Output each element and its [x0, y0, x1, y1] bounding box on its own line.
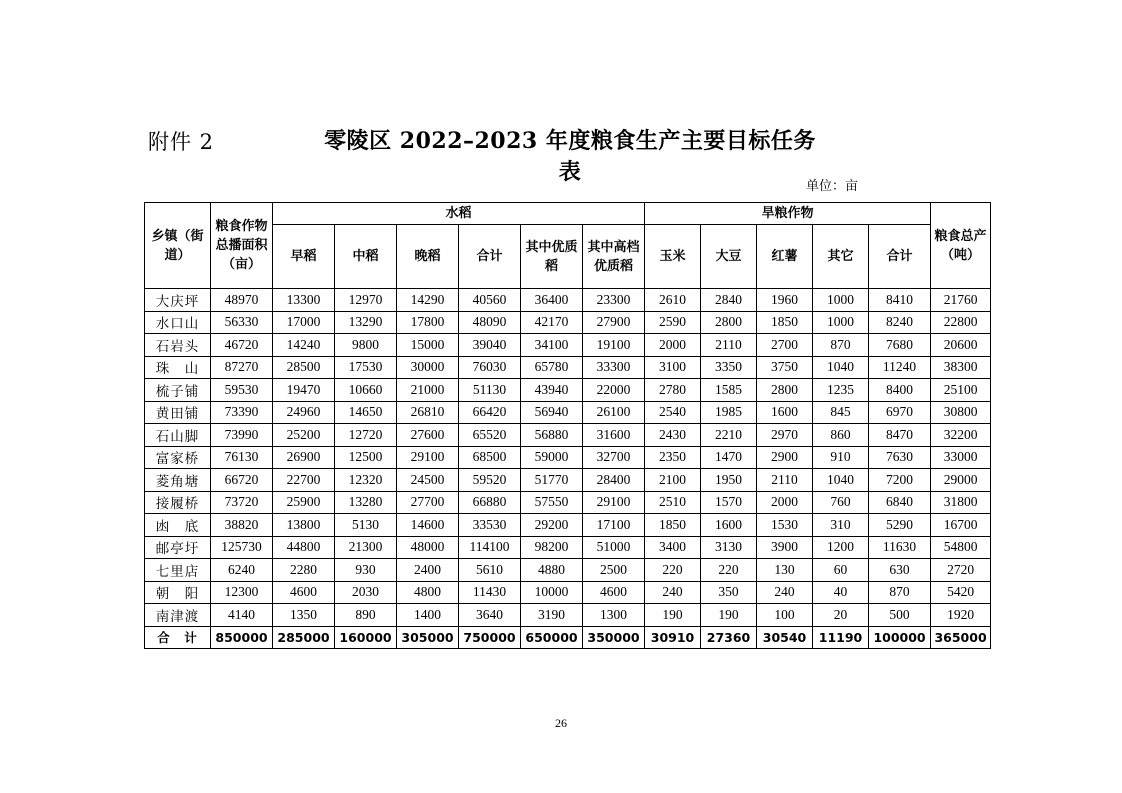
value-cell: 5420 [931, 581, 991, 604]
town-cell: 凼 底 [145, 514, 211, 537]
value-cell: 11630 [869, 536, 931, 559]
total-row [145, 626, 991, 649]
header-dry-col: 其它 [813, 225, 869, 289]
value-cell: 930 [335, 559, 397, 582]
town-cell: 朝 阳 [145, 581, 211, 604]
value-cell: 114100 [459, 536, 521, 559]
value-cell: 1585 [701, 379, 757, 402]
value-cell: 14600 [397, 514, 459, 537]
value-cell: 24500 [397, 469, 459, 492]
value-cell: 1920 [931, 604, 991, 627]
value-cell: 1400 [397, 604, 459, 627]
value-cell: 5610 [459, 559, 521, 582]
town-cell: 石山脚 [145, 424, 211, 447]
value-cell: 17100 [583, 514, 645, 537]
value-cell: 5290 [869, 514, 931, 537]
value-cell: 13280 [335, 491, 397, 514]
value-cell: 65780 [521, 356, 583, 379]
value-cell: 38300 [931, 356, 991, 379]
value-cell: 860 [813, 424, 869, 447]
value-cell: 4600 [273, 581, 335, 604]
value-cell: 48000 [397, 536, 459, 559]
value-cell: 32200 [931, 424, 991, 447]
value-cell: 4600 [583, 581, 645, 604]
value-cell: 3350 [701, 356, 757, 379]
value-cell: 39040 [459, 334, 521, 357]
value-cell: 2110 [757, 469, 813, 492]
value-cell: 14650 [335, 401, 397, 424]
town-cell: 富家桥 [145, 446, 211, 469]
value-cell: 11240 [869, 356, 931, 379]
value-cell: 59530 [211, 379, 273, 402]
value-cell: 73990 [211, 424, 273, 447]
value-cell: 38820 [211, 514, 273, 537]
page-number: 26 [555, 716, 567, 730]
value-cell: 24960 [273, 401, 335, 424]
town-cell: 七里店 [145, 559, 211, 582]
value-cell: 27600 [397, 424, 459, 447]
value-cell: 350 [701, 581, 757, 604]
value-cell: 240 [757, 581, 813, 604]
value-cell: 30910 [645, 626, 701, 649]
value-cell: 33000 [931, 446, 991, 469]
value-cell: 12970 [335, 289, 397, 312]
value-cell: 59520 [459, 469, 521, 492]
value-cell: 2210 [701, 424, 757, 447]
attachment-label: 附件 2 [148, 130, 215, 154]
value-cell: 1530 [757, 514, 813, 537]
value-cell: 2400 [397, 559, 459, 582]
value-cell: 44800 [273, 536, 335, 559]
value-cell: 12720 [335, 424, 397, 447]
value-cell: 21300 [335, 536, 397, 559]
value-cell: 48090 [459, 311, 521, 334]
header-total-area: 粮食作物总播面积（亩） [211, 203, 273, 289]
value-cell: 285000 [273, 626, 335, 649]
town-cell: 梳子铺 [145, 379, 211, 402]
value-cell: 10660 [335, 379, 397, 402]
value-cell: 1200 [813, 536, 869, 559]
value-cell: 220 [701, 559, 757, 582]
value-cell: 2510 [645, 491, 701, 514]
table-row [145, 536, 991, 559]
value-cell: 1000 [813, 289, 869, 312]
value-cell: 1040 [813, 356, 869, 379]
value-cell: 13290 [335, 311, 397, 334]
value-cell: 73390 [211, 401, 273, 424]
value-cell: 3100 [645, 356, 701, 379]
value-cell: 76030 [459, 356, 521, 379]
value-cell: 25900 [273, 491, 335, 514]
value-cell: 34100 [521, 334, 583, 357]
value-cell: 30000 [397, 356, 459, 379]
value-cell: 22700 [273, 469, 335, 492]
value-cell: 30800 [931, 401, 991, 424]
value-cell: 17530 [335, 356, 397, 379]
value-cell: 1600 [757, 401, 813, 424]
value-cell: 845 [813, 401, 869, 424]
value-cell: 310 [813, 514, 869, 537]
value-cell: 10000 [521, 581, 583, 604]
value-cell: 8400 [869, 379, 931, 402]
table-row [145, 514, 991, 537]
town-cell: 珠 山 [145, 356, 211, 379]
value-cell: 16700 [931, 514, 991, 537]
value-cell: 68500 [459, 446, 521, 469]
value-cell: 43940 [521, 379, 583, 402]
header-town: 乡镇（街道） [145, 203, 211, 289]
value-cell: 46720 [211, 334, 273, 357]
value-cell: 910 [813, 446, 869, 469]
value-cell: 190 [645, 604, 701, 627]
value-cell: 40 [813, 581, 869, 604]
value-cell: 29100 [583, 491, 645, 514]
header-grain-total: 粮食总产（吨） [931, 203, 991, 289]
value-cell: 54800 [931, 536, 991, 559]
value-cell: 5130 [335, 514, 397, 537]
header-rice-col: 其中高档优质稻 [583, 225, 645, 289]
value-cell: 1960 [757, 289, 813, 312]
table-row [145, 401, 991, 424]
value-cell: 2500 [583, 559, 645, 582]
value-cell: 1040 [813, 469, 869, 492]
value-cell: 220 [645, 559, 701, 582]
value-cell: 1235 [813, 379, 869, 402]
value-cell: 1350 [273, 604, 335, 627]
value-cell: 17000 [273, 311, 335, 334]
header-dry-col: 玉米 [645, 225, 701, 289]
value-cell: 27900 [583, 311, 645, 334]
value-cell: 1985 [701, 401, 757, 424]
value-cell: 26810 [397, 401, 459, 424]
value-cell: 2610 [645, 289, 701, 312]
table-row [145, 334, 991, 357]
value-cell: 13300 [273, 289, 335, 312]
document-title: 零陵区 2022–2023 年度粮食生产主要目标任务表 [324, 128, 816, 185]
value-cell: 21000 [397, 379, 459, 402]
value-cell: 25100 [931, 379, 991, 402]
value-cell: 9800 [335, 334, 397, 357]
value-cell: 76130 [211, 446, 273, 469]
table-row [145, 379, 991, 402]
value-cell: 12300 [211, 581, 273, 604]
header-dry-col: 红薯 [757, 225, 813, 289]
value-cell: 15000 [397, 334, 459, 357]
table-row [145, 424, 991, 447]
value-cell: 29200 [521, 514, 583, 537]
value-cell: 60 [813, 559, 869, 582]
header-rice-col: 早稻 [273, 225, 335, 289]
value-cell: 2800 [701, 311, 757, 334]
table-row [145, 469, 991, 492]
value-cell: 29100 [397, 446, 459, 469]
table-row [145, 446, 991, 469]
value-cell: 2540 [645, 401, 701, 424]
value-cell: 1570 [701, 491, 757, 514]
value-cell: 20600 [931, 334, 991, 357]
value-cell: 66880 [459, 491, 521, 514]
grain-target-table [144, 202, 991, 649]
value-cell: 1300 [583, 604, 645, 627]
value-cell: 25200 [273, 424, 335, 447]
value-cell: 66720 [211, 469, 273, 492]
value-cell: 1850 [757, 311, 813, 334]
value-cell: 750000 [459, 626, 521, 649]
value-cell: 190 [701, 604, 757, 627]
value-cell: 36400 [521, 289, 583, 312]
value-cell: 6970 [869, 401, 931, 424]
value-cell: 3400 [645, 536, 701, 559]
value-cell: 30540 [757, 626, 813, 649]
value-cell: 240 [645, 581, 701, 604]
town-cell: 菱角塘 [145, 469, 211, 492]
value-cell: 8240 [869, 311, 931, 334]
value-cell: 2430 [645, 424, 701, 447]
value-cell: 125730 [211, 536, 273, 559]
value-cell: 12320 [335, 469, 397, 492]
value-cell: 350000 [583, 626, 645, 649]
value-cell: 4140 [211, 604, 273, 627]
value-cell: 40560 [459, 289, 521, 312]
town-cell: 水口山 [145, 311, 211, 334]
value-cell: 56330 [211, 311, 273, 334]
value-cell: 11190 [813, 626, 869, 649]
value-cell: 890 [335, 604, 397, 627]
value-cell: 870 [869, 581, 931, 604]
value-cell: 32700 [583, 446, 645, 469]
value-cell: 2780 [645, 379, 701, 402]
header-dry-col: 大豆 [701, 225, 757, 289]
value-cell: 2350 [645, 446, 701, 469]
value-cell: 2100 [645, 469, 701, 492]
value-cell: 17800 [397, 311, 459, 334]
value-cell: 59000 [521, 446, 583, 469]
value-cell: 12500 [335, 446, 397, 469]
value-cell: 2800 [757, 379, 813, 402]
value-cell: 22800 [931, 311, 991, 334]
value-cell: 2700 [757, 334, 813, 357]
value-cell: 2970 [757, 424, 813, 447]
town-cell: 合 计 [145, 626, 211, 649]
table-row [145, 356, 991, 379]
value-cell: 8470 [869, 424, 931, 447]
value-cell: 2900 [757, 446, 813, 469]
header-rice-group: 水稻 [273, 203, 645, 225]
value-cell: 56880 [521, 424, 583, 447]
value-cell: 21760 [931, 289, 991, 312]
value-cell: 48970 [211, 289, 273, 312]
value-cell: 2590 [645, 311, 701, 334]
value-cell: 3750 [757, 356, 813, 379]
value-cell: 850000 [211, 626, 273, 649]
value-cell: 31600 [583, 424, 645, 447]
value-cell: 130 [757, 559, 813, 582]
town-cell: 南津渡 [145, 604, 211, 627]
value-cell: 2280 [273, 559, 335, 582]
value-cell: 3130 [701, 536, 757, 559]
value-cell: 7630 [869, 446, 931, 469]
table-row [145, 581, 991, 604]
value-cell: 57550 [521, 491, 583, 514]
value-cell: 365000 [931, 626, 991, 649]
value-cell: 8410 [869, 289, 931, 312]
value-cell: 26100 [583, 401, 645, 424]
value-cell: 1470 [701, 446, 757, 469]
value-cell: 1850 [645, 514, 701, 537]
value-cell: 27360 [701, 626, 757, 649]
value-cell: 4880 [521, 559, 583, 582]
town-cell: 黄田铺 [145, 401, 211, 424]
value-cell: 14290 [397, 289, 459, 312]
value-cell: 27700 [397, 491, 459, 514]
value-cell: 33300 [583, 356, 645, 379]
value-cell: 23300 [583, 289, 645, 312]
value-cell: 2720 [931, 559, 991, 582]
header-rice-col: 中稻 [335, 225, 397, 289]
value-cell: 630 [869, 559, 931, 582]
header-rice-col: 其中优质稻 [521, 225, 583, 289]
value-cell: 56940 [521, 401, 583, 424]
value-cell: 20 [813, 604, 869, 627]
value-cell: 2030 [335, 581, 397, 604]
value-cell: 19100 [583, 334, 645, 357]
value-cell: 500 [869, 604, 931, 627]
value-cell: 305000 [397, 626, 459, 649]
value-cell: 7680 [869, 334, 931, 357]
value-cell: 26900 [273, 446, 335, 469]
value-cell: 87270 [211, 356, 273, 379]
value-cell: 3640 [459, 604, 521, 627]
value-cell: 2840 [701, 289, 757, 312]
value-cell: 51130 [459, 379, 521, 402]
value-cell: 2110 [701, 334, 757, 357]
value-cell: 650000 [521, 626, 583, 649]
value-cell: 870 [813, 334, 869, 357]
value-cell: 2000 [757, 491, 813, 514]
header-rice-col: 晚稻 [397, 225, 459, 289]
value-cell: 31800 [931, 491, 991, 514]
value-cell: 100 [757, 604, 813, 627]
town-cell: 接履桥 [145, 491, 211, 514]
value-cell: 28400 [583, 469, 645, 492]
value-cell: 22000 [583, 379, 645, 402]
unit-label: 单位：亩 [806, 179, 859, 194]
value-cell: 6840 [869, 491, 931, 514]
table-row [145, 311, 991, 334]
table-row [145, 289, 991, 312]
town-cell: 石岩头 [145, 334, 211, 357]
value-cell: 14240 [273, 334, 335, 357]
table-row [145, 491, 991, 514]
value-cell: 160000 [335, 626, 397, 649]
value-cell: 42170 [521, 311, 583, 334]
value-cell: 28500 [273, 356, 335, 379]
value-cell: 6240 [211, 559, 273, 582]
header-dry-group: 旱粮作物 [645, 203, 931, 225]
value-cell: 33530 [459, 514, 521, 537]
table-row [145, 604, 991, 627]
value-cell: 29000 [931, 469, 991, 492]
town-cell: 邮亭圩 [145, 536, 211, 559]
value-cell: 3190 [521, 604, 583, 627]
header-rice-col: 合计 [459, 225, 521, 289]
value-cell: 66420 [459, 401, 521, 424]
header-dry-col: 合计 [869, 225, 931, 289]
value-cell: 4800 [397, 581, 459, 604]
value-cell: 3900 [757, 536, 813, 559]
value-cell: 100000 [869, 626, 931, 649]
table-row [145, 559, 991, 582]
value-cell: 73720 [211, 491, 273, 514]
value-cell: 98200 [521, 536, 583, 559]
value-cell: 2000 [645, 334, 701, 357]
town-cell: 大庆坪 [145, 289, 211, 312]
value-cell: 13800 [273, 514, 335, 537]
value-cell: 65520 [459, 424, 521, 447]
value-cell: 51000 [583, 536, 645, 559]
value-cell: 1950 [701, 469, 757, 492]
value-cell: 1000 [813, 311, 869, 334]
value-cell: 19470 [273, 379, 335, 402]
value-cell: 760 [813, 491, 869, 514]
value-cell: 51770 [521, 469, 583, 492]
value-cell: 11430 [459, 581, 521, 604]
value-cell: 7200 [869, 469, 931, 492]
value-cell: 1600 [701, 514, 757, 537]
